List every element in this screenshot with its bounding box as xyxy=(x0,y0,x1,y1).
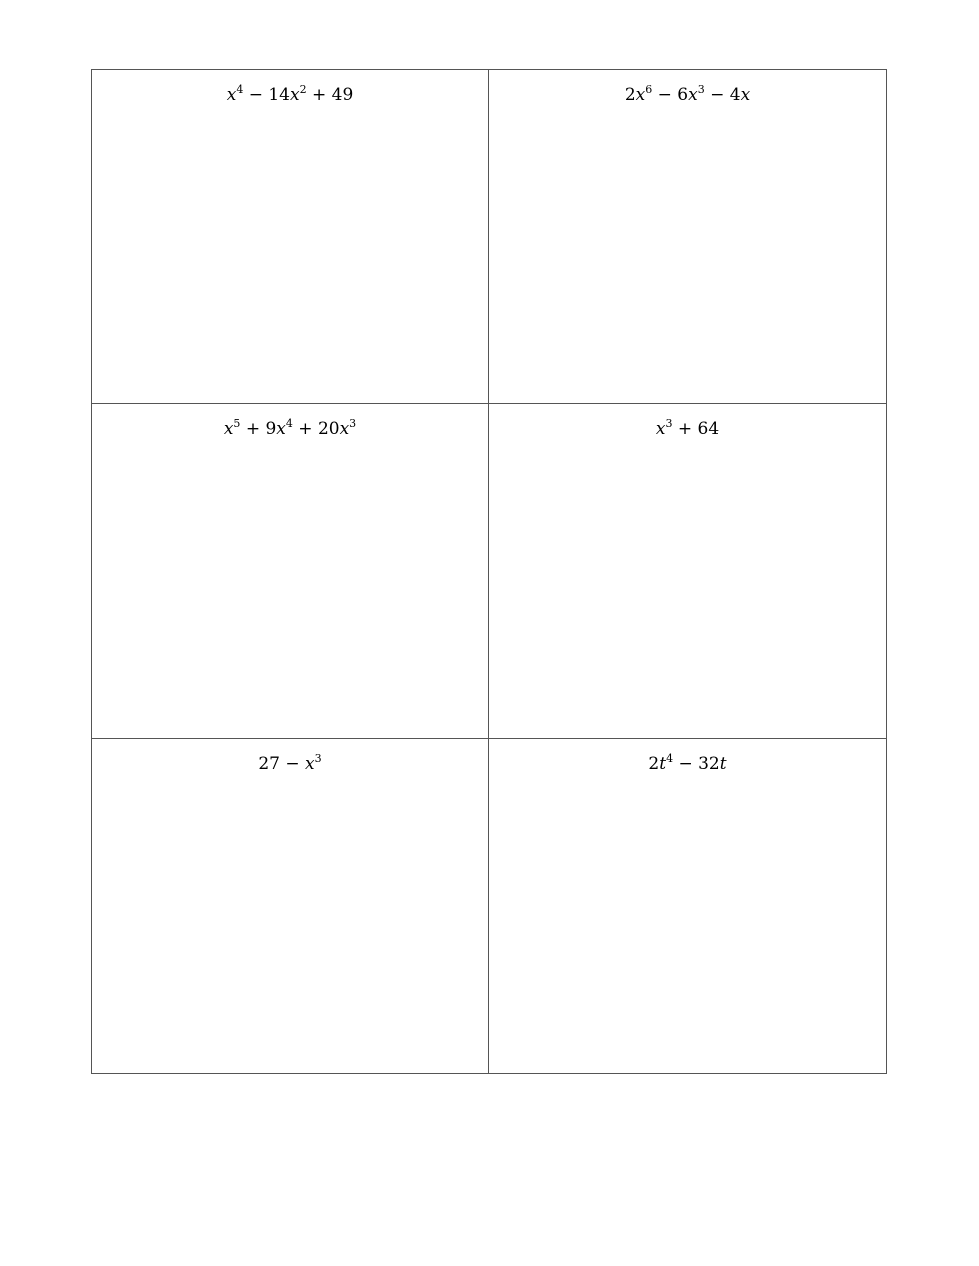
problem-cell-5 xyxy=(92,739,489,1073)
problem-expression: $27 - x^3$ xyxy=(258,751,322,774)
problem-expression: $2t^4 - 32t$ xyxy=(648,751,727,774)
problem-expression: $x^4 - 14x^2 + 49$ xyxy=(226,83,354,105)
problem-cell-2 xyxy=(489,70,886,404)
problem-expression: $x^5 + 9x^4 + 20x^3$ xyxy=(223,417,357,440)
problem-expression: $x^3 + 64$ xyxy=(655,417,720,440)
problem-cell-1 xyxy=(92,70,489,404)
problem-grid xyxy=(92,70,886,1073)
problem-cell-3 xyxy=(92,404,489,738)
problem-cell-6 xyxy=(489,739,886,1073)
problem-cell-4 xyxy=(489,404,886,738)
problem-expression: $2x^6 - 6x^3 - 4x$ xyxy=(624,83,751,105)
worksheet-table xyxy=(91,69,887,1074)
